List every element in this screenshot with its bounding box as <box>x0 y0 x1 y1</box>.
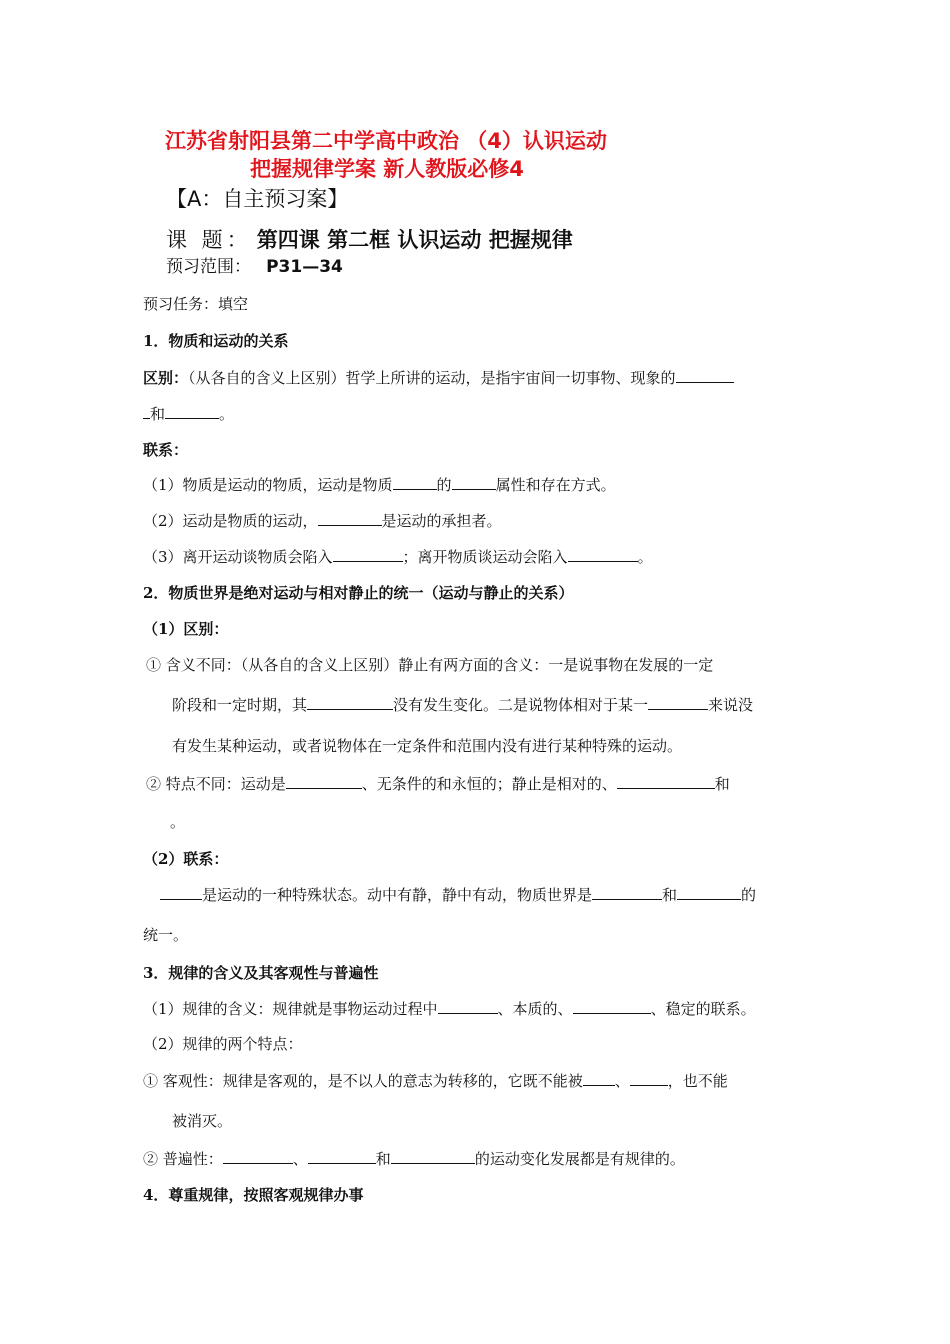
range-line <box>166 252 343 277</box>
lesson-title: 第四课 第二框 认识运动 把握规律 <box>256 228 573 252</box>
text: 、 <box>614 1072 630 1090</box>
blank[interactable] <box>648 695 708 710</box>
s2-c1 <box>160 884 756 905</box>
blank[interactable] <box>573 999 651 1014</box>
blank[interactable] <box>438 999 498 1014</box>
lesson-line <box>166 224 573 254</box>
s3-o1 <box>143 1070 728 1091</box>
s3-heading: 3．规律的含义及其客观性与普遍性 <box>143 964 379 982</box>
section-a-heading: 【A：自主预习案】 <box>166 187 349 211</box>
blank[interactable] <box>333 547 403 562</box>
text: ；离开物质谈运动会陷入 <box>402 548 568 566</box>
s2-b1 <box>146 773 730 794</box>
s2-a2 <box>172 694 753 715</box>
s2-a1: ① 含义不同：（从各自的含义上区别）静止有两方面的含义：一是说事物在发展的一定 <box>146 656 714 674</box>
s2-sub1: （1）区别： <box>143 620 229 638</box>
blank[interactable] <box>165 404 219 419</box>
blank[interactable] <box>583 1071 615 1086</box>
blank[interactable] <box>452 475 496 490</box>
blank[interactable] <box>393 475 437 490</box>
s3-o2: 被消灭。 <box>172 1112 233 1130</box>
s4-heading: 4．尊重规律，按照客观规律办事 <box>143 1186 364 1204</box>
blank[interactable] <box>630 1071 668 1086</box>
text: 、本质的、 <box>497 1000 573 1018</box>
s1-link-label: 联系： <box>143 441 189 459</box>
doc-title-line2: 把握规律学案 新人教版必修4 <box>250 157 524 181</box>
blank[interactable] <box>568 547 638 562</box>
s1-and: 和 <box>150 405 166 423</box>
lesson-label: 课 题： <box>166 228 252 252</box>
s1-p2 <box>143 510 502 531</box>
blank[interactable] <box>391 1149 475 1164</box>
text: （3）离开运动谈物质会陷入 <box>143 548 333 566</box>
s2-a3: 有发生某种运动，或者说物体在一定条件和范围内没有进行某种特殊的运动。 <box>172 737 683 755</box>
text: ，也不能 <box>667 1072 728 1090</box>
s1-heading: 1．物质和运动的关系 <box>143 332 289 350</box>
text: （1）物质是运动的物质，运动是物质 <box>143 476 393 494</box>
blank[interactable] <box>286 774 362 789</box>
text: ② 普遍性： <box>143 1150 223 1168</box>
blank[interactable] <box>677 885 741 900</box>
text: 的 <box>436 476 452 494</box>
text: 、稳定的联系。 <box>650 1000 756 1018</box>
text: 没有发生变化。二是说物体相对于某一 <box>393 696 649 714</box>
text: 是运动的一种特殊状态。动中有静，静中有动，物质世界是 <box>202 886 593 904</box>
blank[interactable] <box>318 511 382 526</box>
s3-p1 <box>143 998 756 1019</box>
text: 来说没 <box>708 696 754 714</box>
s1-period: 。 <box>219 405 235 423</box>
range-value: P31—34 <box>266 257 343 277</box>
text: 阶段和一定时期，其 <box>172 696 308 714</box>
blank[interactable] <box>223 1149 293 1164</box>
text: 、无条件的和永恒的；静止是相对的、 <box>361 775 617 793</box>
s1-diff-label: 区别： <box>143 369 189 387</box>
text: （1）规律的含义：规律就是事物运动过程中 <box>143 1000 438 1018</box>
blank[interactable] <box>592 885 662 900</box>
s2-c2: 统一。 <box>143 926 189 944</box>
s3-u <box>143 1148 685 1169</box>
text: 和 <box>714 775 730 793</box>
text: ① 客观性：规律是客观的，是不以人的意志为转移的，它既不能被 <box>143 1072 583 1090</box>
task-line: 预习任务：填空 <box>143 295 249 313</box>
blank[interactable] <box>676 368 734 383</box>
blank[interactable] <box>160 885 202 900</box>
blank[interactable] <box>143 404 150 419</box>
blank[interactable] <box>308 1149 376 1164</box>
s1-diff-line2 <box>143 403 234 424</box>
text: 的运动变化发展都是有规律的。 <box>474 1150 685 1168</box>
s1-diff-line <box>143 367 734 388</box>
text: ② 特点不同：运动是 <box>146 775 286 793</box>
text: 、 <box>292 1150 308 1168</box>
blank[interactable] <box>307 695 393 710</box>
text: 属性和存在方式。 <box>495 476 616 494</box>
text: （2）运动是物质的运动， <box>143 512 318 530</box>
range-label: 预习范围： <box>166 257 251 277</box>
s1-p1 <box>143 474 616 495</box>
s2-b2: 。 <box>170 813 186 831</box>
s2-sub2: （2）联系： <box>143 850 229 868</box>
text: 是运动的承担者。 <box>381 512 502 530</box>
text: 的 <box>741 886 757 904</box>
s1-diff-text: （从各自的含义上区别）哲学上所讲的运动，是指宇宙间一切事物、现象的 <box>188 369 676 387</box>
blank[interactable] <box>617 774 715 789</box>
s3-p2: （2）规律的两个特点： <box>143 1035 303 1053</box>
s1-p3 <box>143 546 653 567</box>
text: 和 <box>375 1150 391 1168</box>
text: 和 <box>662 886 678 904</box>
doc-title-line1: 江苏省射阳县第二中学高中政治 （4）认识运动 <box>165 129 607 153</box>
text: 。 <box>637 548 653 566</box>
s2-heading: 2．物质世界是绝对运动与相对静止的统一（运动与静止的关系） <box>143 584 574 602</box>
